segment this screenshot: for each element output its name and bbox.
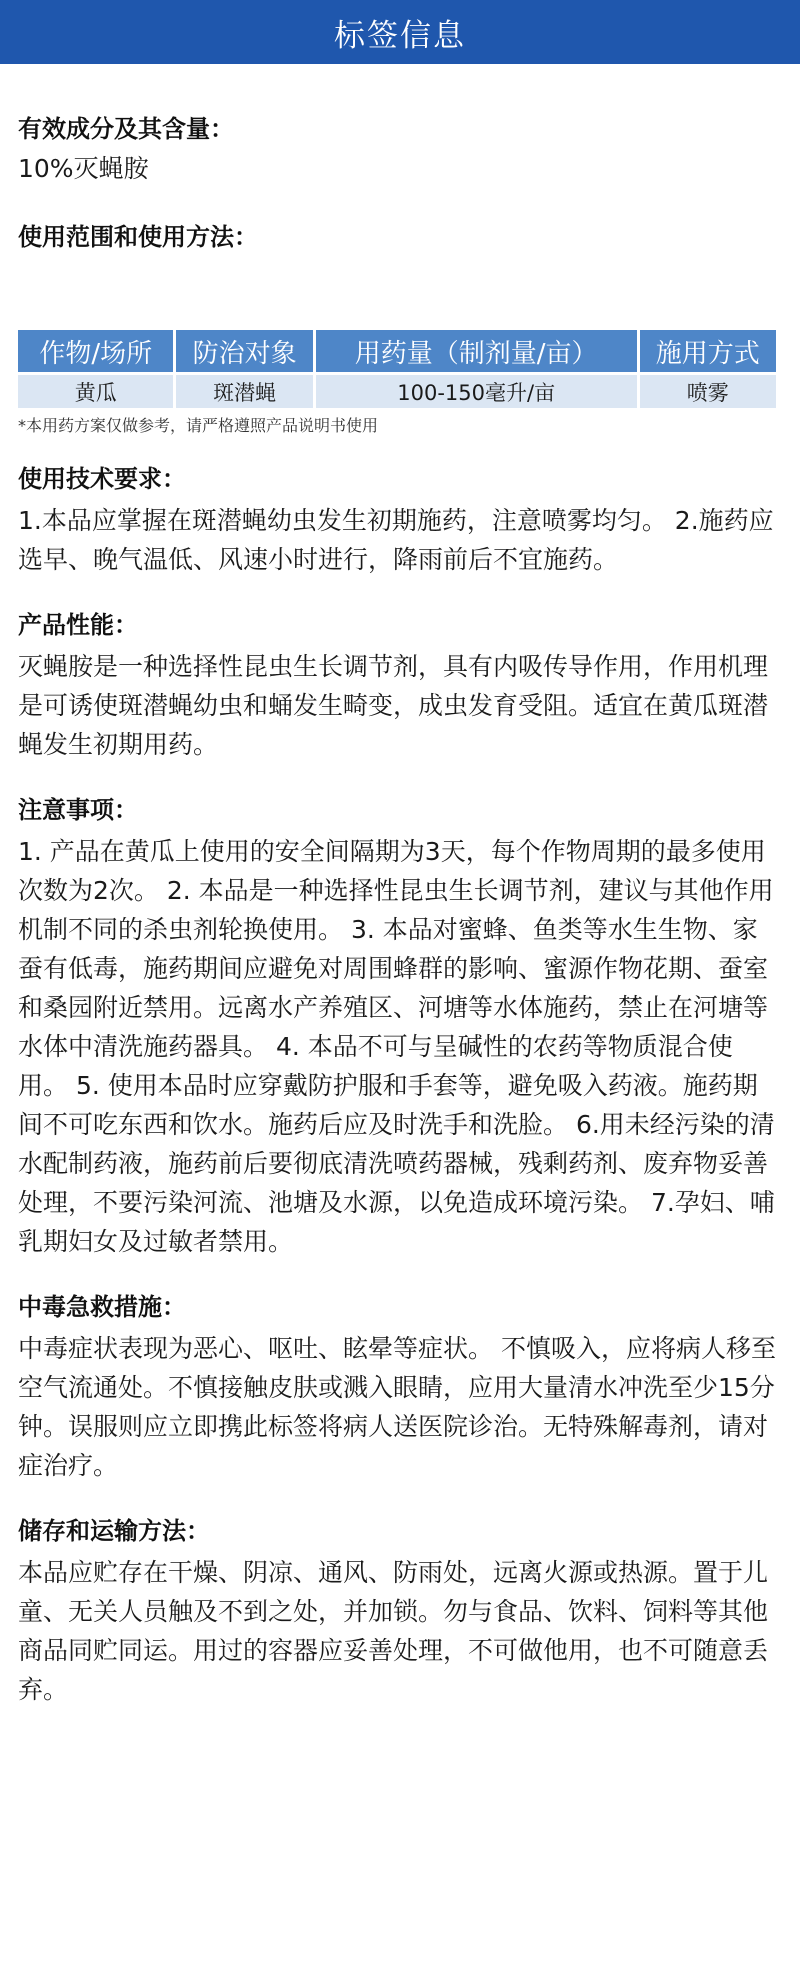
section-performance [18,609,782,764]
section-usage [18,221,782,253]
section-title-usage: 使用范围和使用方法： [18,223,258,251]
section-first-aid [18,1291,782,1485]
table-header-method: 施用方式 [640,330,776,372]
table-cell-crop: 黄瓜 [18,375,173,408]
table-header-dosage: 用药量（制剂量/亩） [316,330,637,372]
section-body-ingredient: 10%灭蝇胺 [18,154,149,183]
table-header-target: 防治对象 [176,330,312,372]
table-cell-target: 斑潜蝇 [176,375,312,408]
section-title-storage: 储存和运输方法： [18,1517,210,1545]
section-title-caution: 注意事项： [18,796,138,824]
label-content [0,113,800,1709]
section-ingredient [18,113,782,188]
section-tech [18,463,782,579]
table-note: *本用药方案仅做参考，请严格遵照产品说明书使用 [18,416,379,435]
section-storage [18,1515,782,1709]
section-body-tech: 1.本品应掌握在斑潜蝇幼虫发生初期施药，注意喷雾均匀。 2.施药应选早、晚气温低、风速小时进行，降雨前后不宜施药。 [18,506,774,574]
section-title-ingredient: 有效成分及其含量： [18,115,234,143]
section-title-first-aid: 中毒急救措施： [18,1293,186,1321]
table-row [18,375,776,408]
section-body-caution: 1. 产品在黄瓜上使用的安全间隔期为3天，每个作物周期的最多使用次数为2次。 2. 本品是一种选择性昆虫生长调节剂，建议与其他作用机制不同的杀虫剂轮换使用。 3. 本品对蜜蜂、鱼类等水生生物、家蚕有低毒，施药期间应避免对周围蜂群的影响、蜜源作物花期、蚕室和桑园附近禁用。远离水产养殖区、河塘等水体施药，禁止在河塘等水体中清洗施药器具。 4. 本品不可与呈碱性的农药等物质混合使用。 5. 使用本品时应穿戴防护服和手套等，避免吸入药液。施药期间不可吃东西和饮水。施药后应及时洗手和洗脸。 6.用未经污染的清水配制药液，施药前后要彻底清洗喷药器械，残剩药剂、废弃物妥善处理，不要污染河流、池塘及水源，以免造成环境污染。 7.孕妇、哺乳期妇女及过敏者禁用。 [18,837,775,1256]
table-header-crop: 作物/场所 [18,330,173,372]
table-header-row [18,330,776,372]
table-cell-method: 喷雾 [640,375,776,408]
section-body-performance: 灭蝇胺是一种选择性昆虫生长调节剂，具有内吸传导作用，作用机理是可诱使斑潜蝇幼虫和蛹发生畸变，成虫发育受阻。适宜在黄瓜斑潜蝇发生初期用药。 [18,652,769,759]
usage-table [15,327,779,411]
table-cell-dosage: 100-150毫升/亩 [316,375,637,408]
section-body-storage: 本品应贮存在干燥、阴凉、通风、防雨处，远离火源或热源。置于儿童、无关人员触及不到之处，并加锁。勿与食品、饮料、饲料等其他商品同贮同运。用过的容器应妥善处理，不可做他用，也不可随意丢弃。 [18,1558,769,1704]
section-caution [18,794,782,1261]
section-title-tech: 使用技术要求： [18,465,186,493]
page-header [0,0,800,64]
page-title: 标签信息 [334,17,466,54]
section-body-first-aid: 中毒症状表现为恶心、呕吐、眩晕等症状。 不慎吸入，应将病人移至空气流通处。不慎接触皮肤或溅入眼睛，应用大量清水冲洗至少15分钟。误服则应立即携此标签将病人送医院诊治。无特殊解毒剂，请对症治疗。 [18,1334,776,1480]
section-title-performance: 产品性能： [18,611,138,639]
